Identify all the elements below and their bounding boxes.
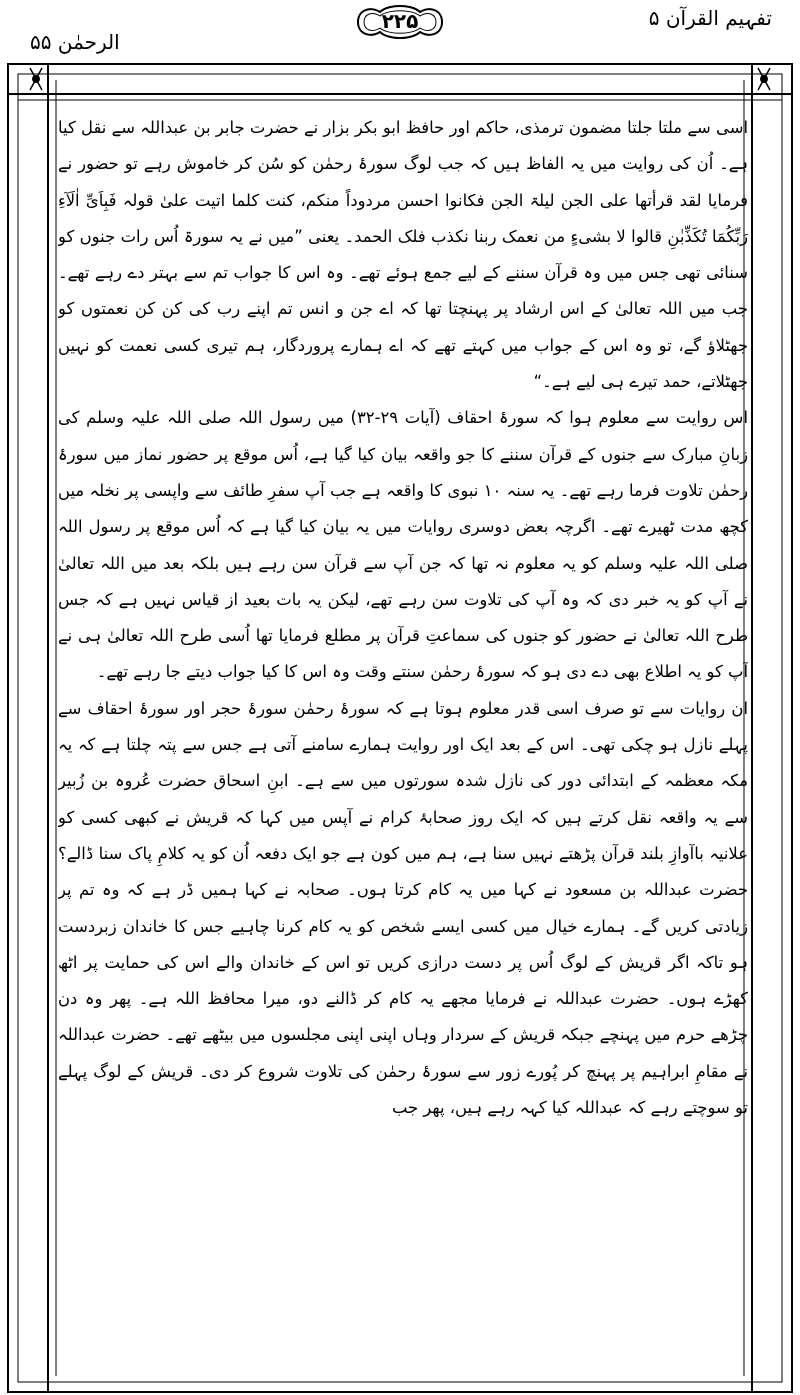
page-number: ۲۲۵ [381,9,419,33]
book-title: تفہیم القرآن ۵ [648,6,772,30]
paragraph-2: اس روایت سے معلوم ہوا کہ سورۂ احقاف (آیات ۲۹-۳۲) میں رسول اللہ صلی اللہ علیہ وسلم کی زبانِ مبارک سے جنوں کے قرآن سننے کا جو واقعہ بیان کیا گیا ہے، اُس موقع پر حضور نماز میں سورۂ رحمٰن تلاوت فرما رہے تھے۔ یہ سنہ ۱۰ نبوی کا واقعہ ہے جب آپ سفرِ طائف سے واپسی پر نخلہ میں کچھ مدت ٹھیرے تھے۔ اگرچہ بعض دوسری روایات میں یہ بیان کیا گیا ہے کہ اُس موقع پر رسول اللہ صلی اللہ علیہ وسلم کو یہ معلوم نہ تھا کہ جن آپ سے قرآن سن رہے ہیں بلکہ بعد میں اللہ تعالیٰ نے آپ کو یہ خبر دی کہ وہ آپ کی تلاوت سن رہے تھے، لیکن یہ بات بعید از قیاس نہیں ہے کہ جس طرح اللہ تعالیٰ نے حضور کو جنوں کی سماعتِ قرآن پر مطلع فرمایا تھا اُسی طرح اللہ تعالیٰ ہی نے آپ کو یہ اطلاع بھی دے دی ہو کہ سورۂ رحمٰن سنتے وقت وہ اس کا کیا جواب دیتے جا رہے تھے۔ [58,408,748,682]
surah-name: الرحمٰن ۵۵ [30,30,120,54]
paragraph-1: اسی سے ملتا جلتا مضمون ترمذی، حاکم اور حافظ ابو بکر بزار نے حضرت جابر بن عبداللہ سے نقل کیا ہے۔ اُن کی روایت میں یہ الفاظ ہیں کہ جب لوگ سورۂ رحمٰن کو سُن کر خاموش رہے تو حضور نے فرمایا لقد قرأتھا علی الجن لیلۃ الجن فکانوا احسن مردوداً منکم، کنت کلما اتیت علیٰ قولہ فَبِاَیِّ اٰلَآءِ رَبِّکُمَا تُکَذِّبٰنِ قالوا لا بشیءٍ من نعمک ربنا نکذب فلک الحمد۔ یعنی ”میں نے یہ سورۃ اُس رات جنوں کو سنائی تھی جس میں وہ قرآن سننے کے لیے جمع ہوئے تھے۔ وہ اس کا جواب تم سے بہتر دے رہے تھے۔ جب میں اللہ تعالیٰ کے اس ارشاد پر پہنچتا تھا کہ اے جن و انس تم اپنے رب کی کن کن نعمتوں کو جھٹلاؤ گے، تو وہ اس کے جواب میں کہتے تھے کہ اے ہمارے پروردگار، ہم تیری کسی نعمت کو نہیں جھٹلاتے، حمد تیرے ہی لیے ہے۔“ [58,118,748,392]
paragraph-3: ان روایات سے تو صرف اسی قدر معلوم ہوتا ہے کہ سورۂ رحمٰن سورۂ حجر اور سورۂ احقاف سے پہلے نازل ہو چکی تھی۔ اس کے بعد ایک اور روایت ہمارے سامنے آتی ہے جس سے پتہ چلتا ہے کہ یہ مکہ معظمہ کے ابتدائی دور کی نازل شدہ سورتوں میں سے ہے۔ ابنِ اسحاق حضرت عُروہ بن زُبیر سے یہ واقعہ نقل کرتے ہیں کہ ایک روز صحابۂ کرام نے آپس میں کہا کہ قریش نے کبھی کسی کو علانیہ باآوازِ بلند قرآن پڑھتے نہیں سنا ہے، ہم میں کون ہے جو ایک دفعہ اُن کو یہ کلامِ پاک سنا ڈالے؟ حضرت عبداللہ بن مسعود نے کہا میں یہ کام کرتا ہوں۔ صحابہ نے کہا ہمیں ڈر ہے کہ وہ تم پر زیادتی کریں گے۔ ہمارے خیال میں کسی ایسے شخص کو یہ کام کرنا چاہیے جس کا خاندان زبردست ہو تاکہ اگر قریش کے لوگ اُس پر دست درازی کریں تو اس کے خاندان والے اس کی حمایت پر اٹھ کھڑے ہوں۔ حضرت عبداللہ نے فرمایا مجھے یہ کام کر ڈالنے دو، میرا محافظ اللہ ہے۔ پھر وہ دن چڑھے حرم میں پہنچے جبکہ قریش کے سردار وہاں اپنی اپنی مجلسوں میں بیٹھے تھے۔ حضرت عبداللہ نے مقامِ ابراہیم پر پہنچ کر پُورے زور سے سورۂ رحمٰن کی تلاوت شروع کر دی۔ قریش کے لوگ پہلے تو سوچتے رہے کہ عبداللہ کیا کہہ رہے ہیں، پھر جب [58,698,748,1118]
page-number-ornament [350,2,450,42]
page-header [0,0,800,62]
main-text [58,110,748,1385]
